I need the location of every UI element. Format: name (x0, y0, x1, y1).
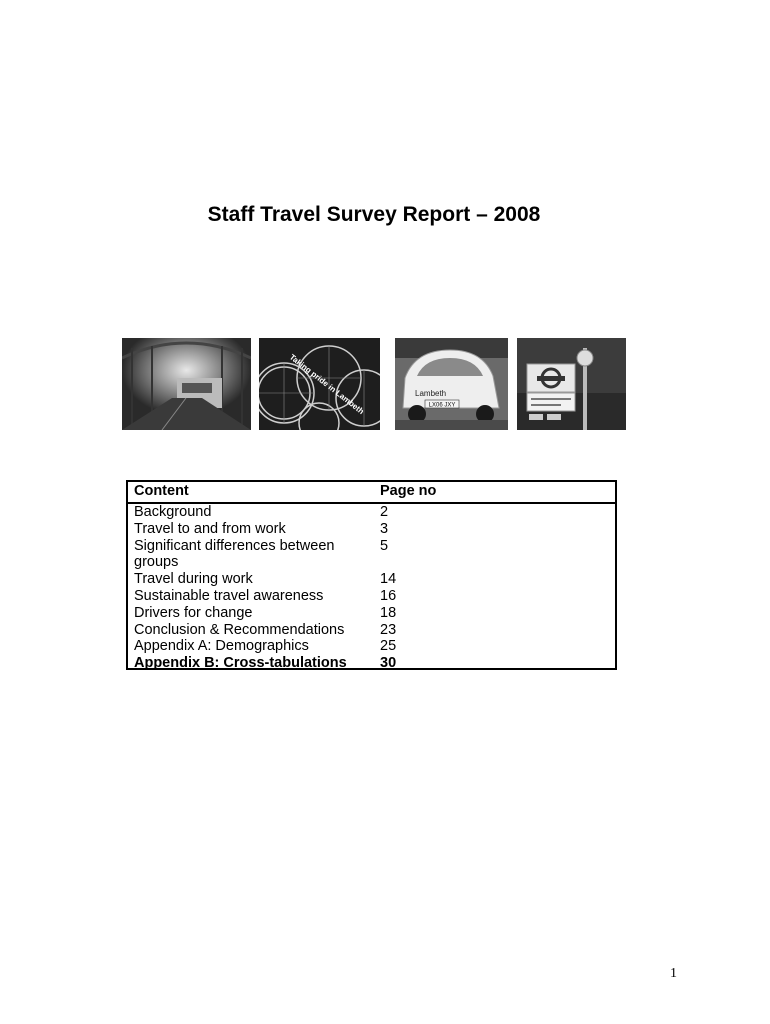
contents-row (128, 521, 615, 538)
underground-sign-photo (517, 338, 626, 430)
svg-text:Lambeth: Lambeth (415, 389, 447, 398)
contents-row-label: Travel to and from work (134, 520, 286, 537)
contents-row (128, 504, 615, 521)
page-column-header: Page no (380, 483, 437, 499)
page-number: 1 (670, 966, 677, 981)
contents-row-label: Travel during work (134, 571, 253, 588)
contents-table (126, 480, 617, 670)
contents-row (128, 655, 615, 672)
contents-row-label: Drivers for change (134, 604, 253, 621)
contents-row-page: 30 (380, 655, 397, 672)
contents-row-label: Conclusion & Recommendations (134, 621, 345, 638)
contents-row (128, 622, 615, 639)
svg-text:Taking pride in Lambeth: Taking pride in Lambeth (287, 352, 366, 417)
train-station-photo (122, 338, 251, 430)
contents-table-header (128, 482, 615, 504)
contents-row-label: Appendix B: Cross-tabulations (134, 655, 347, 672)
contents-row (128, 588, 615, 605)
contents-row (128, 605, 615, 622)
contents-row (128, 571, 615, 588)
contents-row-page: 5 (380, 537, 389, 554)
contents-row-page: 14 (380, 571, 397, 588)
contents-row-page: 16 (380, 587, 397, 604)
contents-table-body (128, 504, 615, 672)
contents-row-page: 18 (380, 604, 397, 621)
bicycles-photo (259, 338, 380, 430)
contents-row-page: 25 (380, 638, 397, 655)
contents-row-label: Significant differences between groups (134, 537, 335, 571)
report-title: Staff Travel Survey Report – 2008 (207, 203, 541, 226)
contents-row-page: 23 (380, 621, 397, 638)
contents-row-label: Appendix A: Demographics (134, 638, 309, 655)
contents-row-label: Sustainable travel awareness (134, 587, 324, 604)
contents-row-page: 3 (380, 520, 389, 537)
contents-row-label: Background (134, 504, 212, 520)
contents-row (128, 538, 615, 572)
svg-text:LX06 JXY: LX06 JXY (428, 402, 456, 409)
electric-car-photo (395, 338, 508, 430)
content-column-header: Content (134, 483, 189, 499)
contents-row (128, 638, 615, 655)
contents-row-page: 2 (380, 504, 389, 520)
